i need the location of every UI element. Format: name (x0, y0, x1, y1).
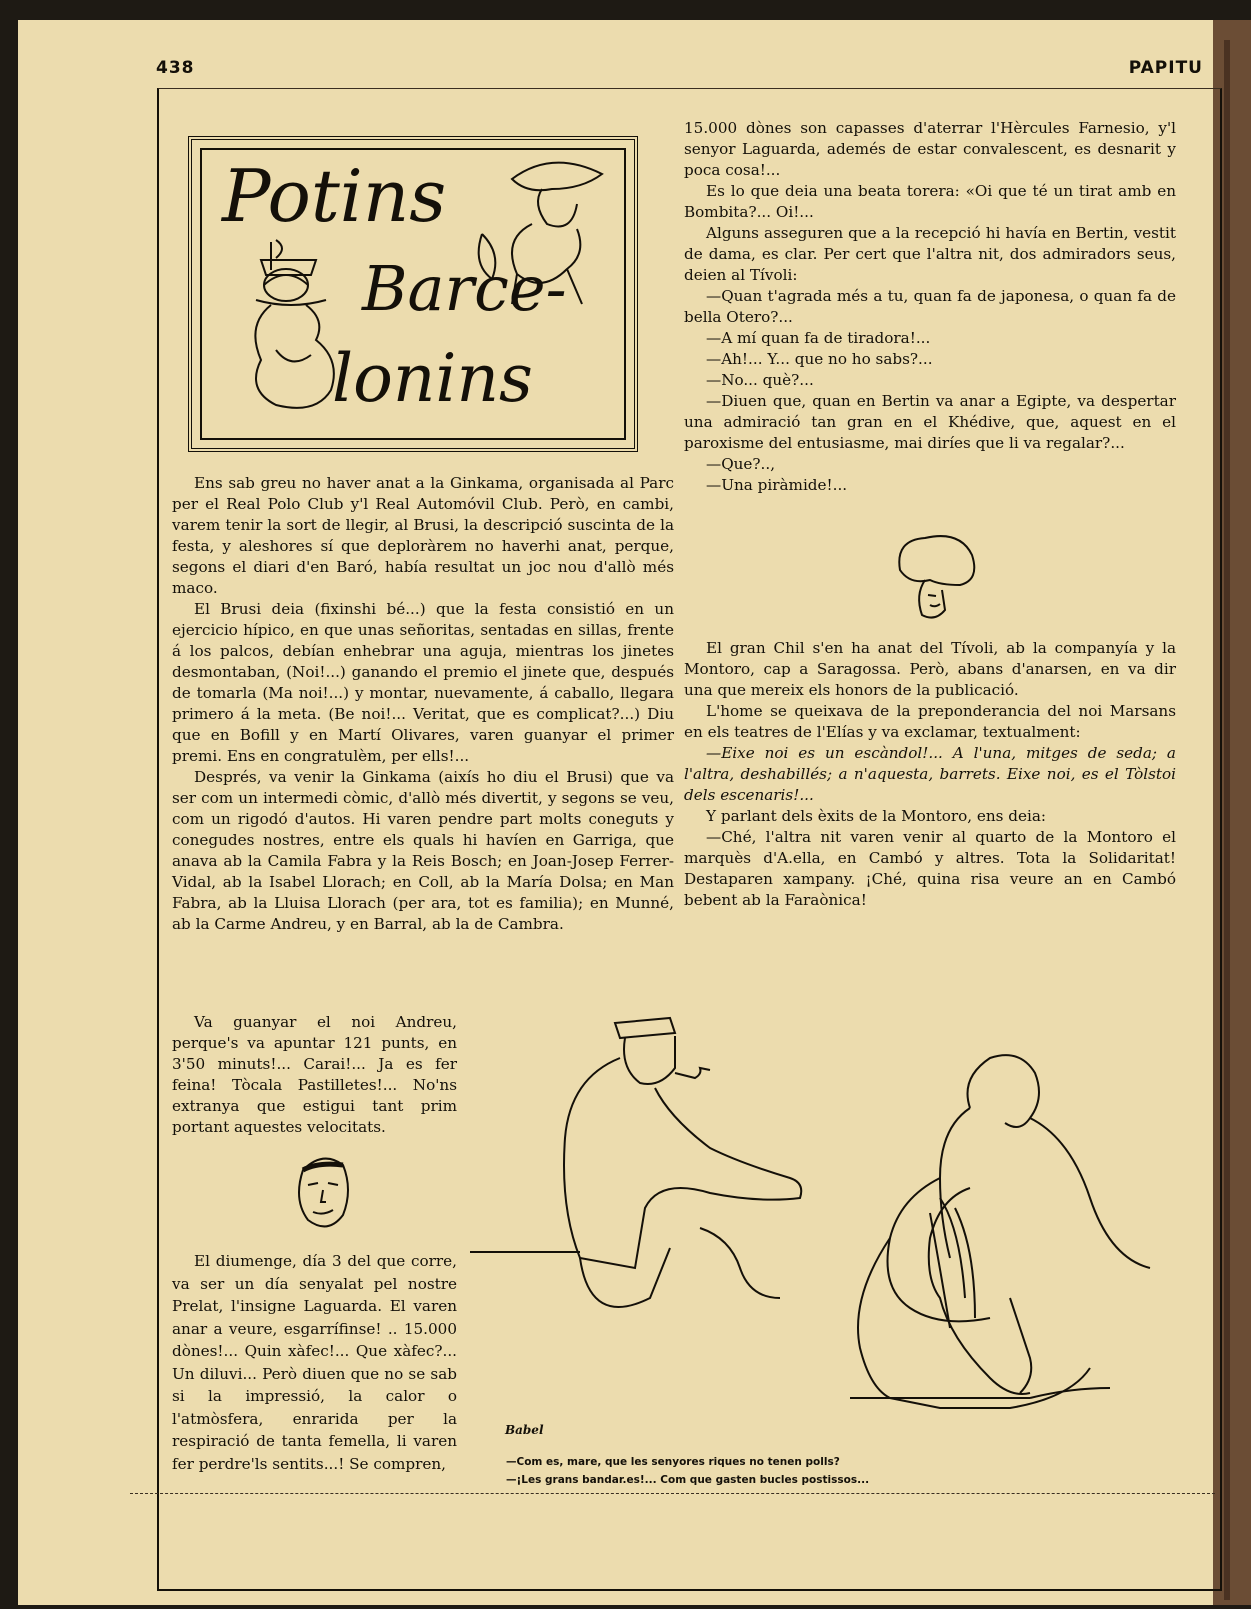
caption-line-2: —¡Les grans bandar.es!... Com que gasten bucles postissos... (506, 1474, 870, 1486)
woman-head-illustration (890, 530, 980, 625)
page-number: 438 (156, 58, 195, 78)
caricature-head-illustration (288, 1150, 358, 1240)
left-column-bottom (172, 1250, 457, 1475)
paragraph: Ens sab greu no haver anat a la Ginkama, organisada al Parc per el Real Polo Club y'l Real Automóvil Club. Però, en cambi, varem tenir la sort de llegir, al Brusi, la descripció suscinta de la festa, y aleshores sí que deploràrem no haverhi anat, perque, segons el diari d'en Baró, había resultat un joc nou d'allò més maco. (172, 474, 674, 597)
illustration-caption (506, 1453, 1026, 1489)
paragraph: L'home se queixava de la preponderancia del noi Marsans en els teatres de l'Elías y va exclamar, textualment: (684, 702, 1176, 741)
dialogue-line: —Diuen que, quan en Bertin va anar a Egipte, va despertar una admiració tan gran en el Khédive, que, aquest en el paroxisme del entusiasme, mai diríes que li va regalar?... (684, 392, 1176, 452)
illustrator-signature: Babel (505, 1423, 544, 1437)
left-column-mid (172, 1012, 457, 1138)
paragraph: Y parlant dels èxits de la Montoro, ens deia: (706, 807, 1047, 825)
right-column-bottom (684, 638, 1176, 911)
paragraph: Després, va venir la Ginkama (aixís ho diu el Brusi) que va ser com un intermedi còmic, d'allò més divertit, y segons se veu, com un rigodó d'autos. Hi varen pendre part molts coneguts y conegudes nostres, entre els quals hi havíen en Garriga, que anava ab la Camila Fabra y la Reis Bosch; en Joan-Josep Ferrer-Vidal, ab la Isabel Llorach; en Coll, ab la María Dolsa; en Man Fabra, ab la Lluisa Llorach (per ara, tot es familia); en Munné, ab la Carme Andreu, y en Barral, ab la de Cambra. (172, 768, 674, 933)
paragraph: Alguns asseguren que a la recepció hi havía en Bertin, vestit de dama, es clar. Per cert que l'altra nit, dos admiradors seus, deien al Tívoli: (684, 224, 1176, 284)
title-line-1: Potins (222, 154, 447, 238)
left-column-top (172, 473, 674, 935)
right-column-top (684, 118, 1176, 496)
bottom-rule (130, 1493, 1215, 1494)
dialogue-line: —Que?.., (706, 455, 776, 473)
title-line-3: lonins (332, 340, 533, 417)
caption-line-1: —Com es, mare, que les senyores riques no tenen polls? (506, 1456, 840, 1468)
paragraph: 15.000 dònes son capasses d'aterrar l'Hèrcules Farnesio, y'l senyor Laguarda, ademés de estar convalescent, es desnarit y poca cosa!... (684, 119, 1176, 179)
title-line-2: Barce- (362, 252, 567, 325)
dialogue-line: —A mí quan fa de tiradora!... (706, 329, 931, 347)
paragraph: Va guanyar el noi Andreu, perque's va apuntar 121 punts, en 3'50 minuts!... Carai!... Ja es fer feina! Tòcala Pastilletes!... No'ns extranya que estigui tant prim portant aquestes velocitats. (172, 1013, 457, 1136)
paragraph: El Brusi deia (fixinshi bé...) que la festa consistió en un ejercicio hípico, en que unas señoritas, sentadas en sillas, frente á los palcos, debían enhebrar una aguja, mientras los jinetes desmontaban, (Noi!...) ganando el premio el jinete que, después de tomarla (Ma noi!...) y montar, nuevamente, á caballo, llegara primero á la meta. (Be noi!... Veritat, que es complicat?...) Diu que en Bofill y en Martí Olivares, varen guanyar el primer premi. Ens en congratulèm, per ells!... (172, 600, 674, 765)
dialogue-line: —No... què?... (706, 371, 814, 389)
paragraph: Es lo que deia una beata torera: «Oi que té un tirat amb en Bombita?... Oi!... (684, 182, 1176, 221)
dialogue-line: —Una piràmide!... (706, 476, 848, 494)
dialogue-line: —Quan t'agrada més a tu, quan fa de japonesa, o quan fa de bella Otero?... (684, 287, 1176, 326)
paragraph: El diumenge, día 3 del que corre, va ser un día senyalat pel nostre Prelat, l'insigne Laguarda. El varen anar a veure, esgarrífinse! .. 15.000 dònes!... Quin xàfec!... Que xàfec?... Un diluvi... Però diuen que no se sab si la impressió, la calor o l'atmòsfera, enrarida per la respiració de tanta femella, li varen fer perdre'ls sentits...! Se compren, (172, 1252, 457, 1473)
magazine-name: PAPITU (1128, 58, 1203, 78)
paragraph: —Eixe noi es un escàndol!... A l'una, mitges de seda; a l'altra, deshabillés; a n'aquesta, barrets. Eixe noi, es el Tòlstoi dels escenaris!... (684, 744, 1176, 804)
paragraph: —Ché, l'altra nit varen venir al quarto de la Montoro el marquès d'A.ella, en Cambó y altres. Tota la Solidaritat! Destaparen xampany. ¡Ché, quina risa veure an en Cambó bebent ab la Faraònica! (684, 828, 1176, 909)
cartoon-illustration (470, 998, 1170, 1428)
dialogue-line: —Ah!... Y... que no ho sabs?... (706, 350, 933, 368)
book-spine-shadow (1224, 40, 1230, 1600)
paragraph: El gran Chil s'en ha anat del Tívoli, ab la companyía y la Montoro, cap a Saragossa. Però, abans d'anarsen, en va dir una que mereix els honors de la publicació. (684, 639, 1176, 699)
title-cartouche (188, 136, 638, 452)
